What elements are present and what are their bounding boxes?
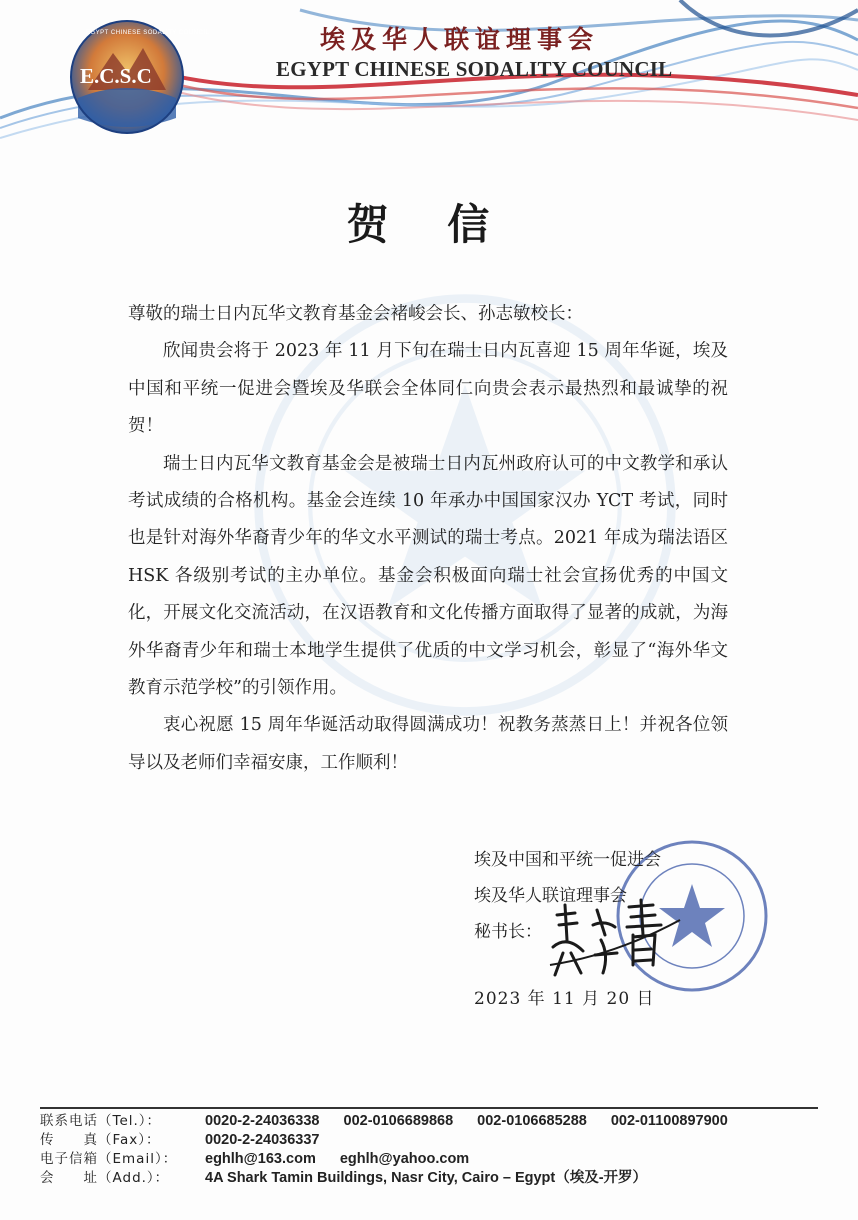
paragraph-introduction: 瑞士日内瓦华文教育基金会是被瑞士日内瓦州政府认可的中文教学和承认考试成绩的合格机构。基金会连续 10 年承办中国国家汉办 YCT 考试，同时也是针对海外华裔青少年的华文水平测试的瑞士考点。2021 年成为瑞法语区 HSK 各级别考试的主办单位。基金会积极面向瑞士社会宣扬优秀的中国文化，开展文化交流活动，在汉语教育和文化传播方面取得了显著的成就，为海外华裔青少年和瑞士本地学生提供了优质的中文学习机会，彰显了“海外华文教育示范学校”的引领作用。	[128, 453, 728, 699]
footer-tel-row	[40, 1112, 728, 1131]
paragraph-congratulations: 欣闻贵会将于 2023 年 11 月下旬在瑞士日内瓦喜迎 15 周年华诞，埃及中国和平统一促进会暨埃及华联会全体同仁向贵会表示最热烈和最诚挚的祝贺！	[128, 341, 728, 437]
tel-value-3: 002-0106685288	[477, 1113, 587, 1129]
address-value: 4A Shark Tamin Buildings, Nasr City, Cairo – Egypt（埃及-开罗）	[205, 1170, 648, 1186]
fax-value: 0020-2-24036337	[205, 1132, 320, 1148]
tel-value-4: 002-01100897900	[610, 1113, 728, 1129]
email-value-2: eghlh@yahoo.com	[339, 1151, 470, 1167]
tel-label: 联系电话（Tel.）：	[40, 1113, 162, 1129]
fax-label: 传 真（Fax）：	[40, 1132, 161, 1148]
tel-value-2: 002-0106689868	[343, 1113, 454, 1129]
email-label: 电子信箱（Email）：	[40, 1151, 178, 1167]
tel-value-1: 0020-2-24036338	[205, 1113, 320, 1129]
footer-divider	[40, 1107, 818, 1109]
letter-date: 2023 年 11 月 20 日	[474, 989, 655, 1009]
letter-title: 贺 信	[346, 200, 512, 249]
signer-role: 秘书长：	[474, 922, 542, 942]
footer-email-row	[40, 1150, 728, 1169]
address-label: 会 址（Add.）：	[40, 1170, 170, 1186]
signer-org-1: 埃及中国和平统一促进会	[474, 850, 661, 870]
footer-address-row	[40, 1169, 728, 1188]
footer-fax-row	[40, 1131, 728, 1150]
org-name-chinese: 埃及华人联谊理事会	[320, 25, 600, 54]
paragraph-closing-wishes: 衷心祝愿 15 周年华诞活动取得圆满成功！祝教务蒸蒸日上！并祝各位领导以及老师们幸福安康，工作顺利！	[128, 715, 728, 773]
letter-body	[128, 296, 728, 782]
logo-text: E.C.S.C	[80, 64, 152, 88]
contact-footer	[40, 1112, 728, 1188]
letterhead	[0, 0, 858, 160]
signer-org-2: 埃及华人联谊理事会	[474, 886, 627, 906]
email-value-1: eghlh@163.com	[205, 1151, 316, 1167]
org-name-english: EGYPT CHINESE SODALITY COUNCIL	[276, 57, 673, 81]
salutation: 尊敬的瑞士日内瓦华文教育基金会褚峻会长、孙志敏校长：	[128, 304, 583, 324]
handwritten-signature	[545, 895, 685, 980]
logo-ring-text: EGYPT CHINESE SODALITY COUNCIL	[86, 30, 210, 36]
